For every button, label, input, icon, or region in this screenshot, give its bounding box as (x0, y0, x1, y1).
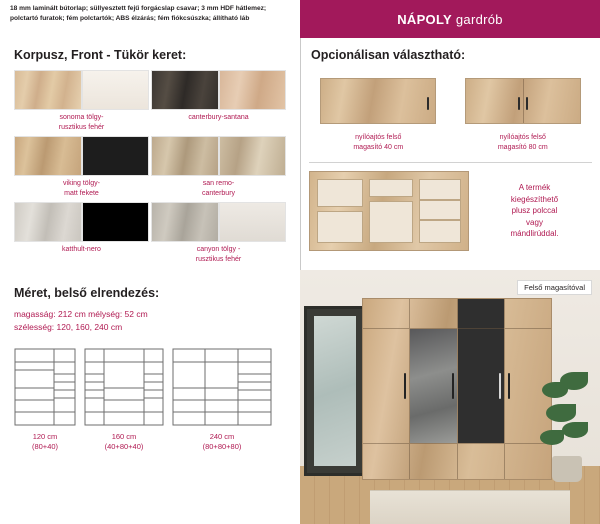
cabinet-body (465, 78, 581, 124)
swatch-item[interactable] (14, 136, 149, 198)
cabinet-label: nyílóajtós felső magasító 40 cm (353, 134, 404, 151)
optional-cabinets (301, 70, 600, 152)
cabinet-option-80[interactable] (454, 70, 593, 152)
photo-wardrobe (362, 298, 552, 480)
shelf-compartment (317, 179, 363, 207)
swatch-color-b (82, 202, 150, 242)
layout-drawings (0, 334, 300, 452)
dimensions-values (0, 308, 300, 334)
swatch-label: sonoma tölgy- rusztikus fehér (58, 114, 105, 131)
swatch-color-a (151, 136, 219, 176)
swatch-preview (14, 136, 149, 176)
handle-icon (452, 373, 454, 399)
wardrobe-base (363, 443, 409, 479)
page-header (0, 0, 600, 38)
photo-callout: Felső magasítóval (517, 280, 592, 295)
cabinet-handle-icon (526, 97, 528, 110)
swatch-preview (151, 202, 286, 242)
swatch-item[interactable] (151, 202, 286, 264)
layout-caption: 160 cm (40+80+40) (104, 432, 144, 451)
dimensions-title: Méret, belső elrendezés: (14, 286, 160, 300)
dimension-line-1: magasság: 212 cm mélység: 52 cm (14, 309, 148, 319)
swatch-color-a (14, 70, 82, 110)
left-column (0, 38, 300, 452)
shelf-compartment (369, 179, 413, 197)
layout-drawing-160 (84, 348, 164, 452)
swatch-preview (151, 136, 286, 176)
swatch-color-a (151, 202, 219, 242)
wardrobe-top-unit (363, 299, 409, 329)
product-type: gardrób (455, 11, 503, 27)
wardrobe-column (363, 299, 410, 479)
swatch-label: canyon tölgy - rusztikus fehér (195, 246, 242, 263)
wardrobe-top-unit (505, 299, 551, 329)
swatch-preview (14, 70, 149, 110)
swatch-grid (0, 70, 300, 268)
wardrobe-diagram-120-icon (14, 348, 76, 426)
cabinet-handle-icon (518, 97, 520, 110)
open-wardrobe-image (309, 171, 469, 251)
swatch-color-b (82, 70, 150, 110)
dimension-line-2: szélesség: 120, 160, 240 cm (14, 322, 123, 332)
wardrobe-top-unit (410, 299, 456, 329)
swatch-color-b (219, 202, 287, 242)
swatch-color-a (14, 202, 82, 242)
swatch-color-b (219, 136, 287, 176)
swatch-color-b (82, 136, 150, 176)
accessory-row (301, 163, 600, 251)
handle-icon (508, 373, 510, 399)
cabinet-option-40[interactable] (309, 70, 448, 152)
shelf-compartment (369, 201, 413, 243)
wardrobe-door (363, 329, 409, 443)
cabinet-image-40 (309, 70, 448, 128)
photo-rug (370, 490, 570, 524)
shelf-compartment (419, 179, 461, 243)
wardrobe-dark-door (458, 329, 504, 443)
shelf-compartment (317, 211, 363, 243)
accessory-note: A termék kiegészíthető plusz polccal vagy mándlirúddal. (510, 183, 559, 239)
page-title (300, 0, 600, 38)
plant-leaf (540, 430, 564, 445)
cabinet-handle-icon (427, 97, 429, 110)
swatch-label: viking tölgy- matt fekete (63, 180, 100, 197)
shelf-line (419, 219, 461, 221)
layout-drawing-120 (14, 348, 76, 452)
wardrobe-base (410, 443, 456, 479)
swatch-label: canterbury-santana (188, 114, 249, 121)
plant-pot (552, 456, 582, 482)
wardrobe-diagram-160-icon (84, 348, 164, 426)
swatch-item[interactable] (151, 70, 286, 132)
cabinet-label: nyílóajtós felső magasító 80 cm (497, 134, 548, 151)
spec-text: 18 mm laminált bútorlap; süllyesztett fejű forgácslap csavar; 3 mm HDF hátlemez; polctartó furatok; fém polctartók; ABS élzárás; fém fiókcsúszka; állítható láb (10, 5, 267, 22)
swatch-label: san remo- canterbury (201, 180, 236, 197)
wardrobe-diagram-240-icon (172, 348, 272, 426)
swatch-preview (14, 202, 149, 242)
wardrobe-top-unit-dark (458, 299, 504, 329)
options-section-title: Opcionálisan választható: (311, 48, 466, 62)
room-photo (300, 270, 600, 524)
wardrobe-drawers (458, 443, 504, 479)
swatch-item[interactable] (151, 136, 286, 198)
plant-leaf (546, 404, 576, 422)
swatch-label: katthult-nero (62, 246, 101, 253)
cabinet-body (320, 78, 436, 124)
materials-section-title: Korpusz, Front - Tükör keret: (14, 48, 187, 62)
wardrobe-column (458, 299, 505, 479)
plant-leaf (562, 422, 588, 438)
photo-plant (540, 372, 594, 482)
layout-caption: 120 cm (80+40) (31, 432, 59, 451)
swatch-preview (151, 70, 286, 110)
plant-leaf (560, 372, 588, 390)
swatch-item[interactable] (14, 70, 149, 132)
swatch-color-b (219, 70, 287, 110)
shelf-line (419, 199, 461, 201)
swatch-color-a (151, 70, 219, 110)
wardrobe-column (410, 299, 457, 479)
layout-caption: 240 cm (80+80+80) (202, 432, 242, 451)
handle-icon (499, 373, 501, 399)
wardrobe-mirror-door (410, 329, 456, 443)
layout-drawing-240 (172, 348, 272, 452)
swatch-color-a (14, 136, 82, 176)
swatch-item[interactable] (14, 202, 149, 264)
cabinet-image-80 (454, 70, 593, 128)
brand-name: NÁPOLY (397, 11, 452, 27)
handle-icon (404, 373, 406, 399)
photo-door (304, 306, 366, 476)
